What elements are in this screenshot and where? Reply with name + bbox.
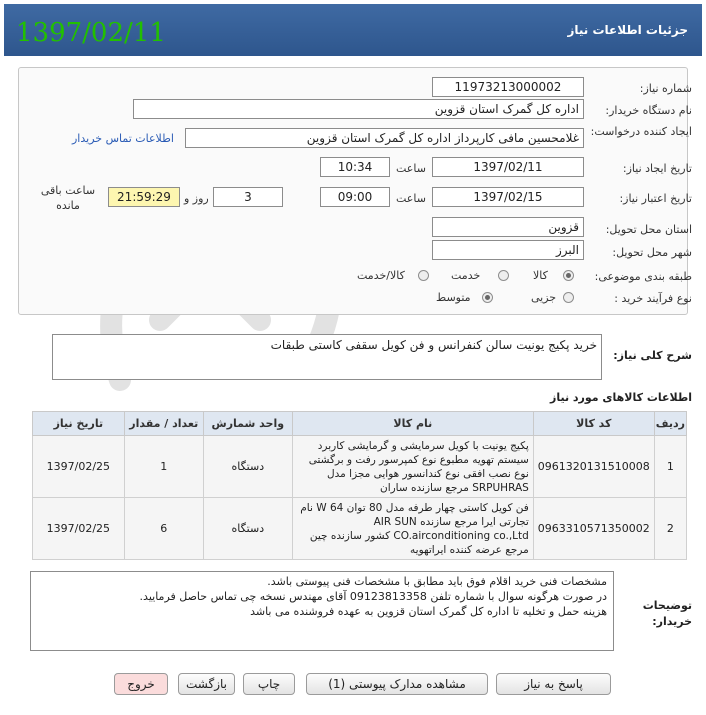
cell-code: 0961320131510008 — [533, 436, 654, 498]
col-row: ردیف — [654, 412, 686, 436]
province-label: استان محل تحویل: — [605, 223, 692, 236]
process-label: نوع فرآیند خرید : — [614, 292, 692, 305]
process-radio-minor[interactable] — [563, 292, 574, 303]
days-remaining-field: 3 — [213, 187, 283, 207]
buyer-org-field[interactable]: اداره کل گمرک استان قزوین — [133, 99, 584, 119]
notes-field[interactable] — [30, 571, 614, 651]
valid-time-field[interactable]: 09:00 — [320, 187, 390, 207]
cell-name: فن کویل کاستی چهار طرفه مدل 80 توان 64 W نام تجارتی ایرا مرجع سازنده AIR SUN CO.airconditioning co.,Ltd کشور سازنده چین مرجع عرضه کننده ایراتهویه — [292, 498, 533, 560]
items-table — [32, 411, 687, 560]
cell-row: 1 — [654, 436, 686, 498]
notes-label: توضیحات خریدار: — [642, 599, 692, 628]
creator-field[interactable]: غلامحسین مافی کارپرداز اداره کل گمرک استان قزوین — [185, 128, 584, 148]
category-label: طبقه بندی موضوعی: — [594, 270, 692, 283]
page-header — [4, 4, 702, 56]
col-qty: تعداد / مقدار — [124, 412, 203, 436]
cell-unit: دستگاه — [203, 436, 292, 498]
announce-time-label: ساعت — [396, 162, 426, 175]
category-option-goods: کالا — [533, 269, 548, 282]
notes-line: مشخصات فنی خرید اقلام فوق باید مطابق با مشخصات فنی پیوستی باشد. — [267, 575, 607, 588]
days-label: روز و — [184, 192, 209, 205]
valid-time-label: ساعت — [396, 192, 426, 205]
cell-unit: دستگاه — [203, 498, 292, 560]
city-field[interactable]: البرز — [432, 240, 584, 260]
process-option-minor: جزیی — [531, 291, 557, 304]
process-radio-medium[interactable] — [482, 292, 493, 303]
category-option-goods-service: کالا/خدمت — [357, 269, 405, 282]
cell-qty: 6 — [124, 498, 203, 560]
remaining-time-field: 21:59:29 — [108, 187, 180, 207]
city-label: شهر محل تحویل: — [612, 246, 692, 259]
category-radio-goods[interactable] — [563, 270, 574, 281]
buyer-org-label: نام دستگاه خریدار: — [605, 104, 692, 117]
summary-field[interactable]: خرید پکیج یونیت سالن کنفرانس و فن کویل سقفی کاستی طبقات — [52, 334, 602, 380]
col-date: تاریخ نیاز — [33, 412, 125, 436]
header-date: 1397/02/11 — [16, 18, 166, 48]
page-title: جزئیات اطلاعات نیاز — [567, 23, 688, 37]
need-number-field[interactable]: 1197321300000​2 — [432, 77, 584, 97]
col-unit: واحد شمارش — [203, 412, 292, 436]
buyer-contact-link[interactable]: اطلاعات تماس خریدار — [72, 132, 174, 145]
cell-date: 1397/02/25 — [33, 436, 125, 498]
col-name: نام کالا — [292, 412, 533, 436]
cell-date: 1397/02/25 — [33, 498, 125, 560]
announce-time-field[interactable]: 10:34 — [320, 157, 390, 177]
table-row — [33, 498, 687, 560]
table-row — [33, 436, 687, 498]
notes-line: در صورت هرگونه سوال با شماره تلفن 09123813358 آقای مهندس نسخه چی تماس حاصل فرمایید. — [139, 590, 607, 603]
category-radio-service[interactable] — [498, 270, 509, 281]
announce-date-label: تاریخ ایجاد نیاز: — [622, 162, 692, 175]
category-radio-goods-service[interactable] — [418, 270, 429, 281]
valid-date-label: تاریخ اعتبار نیاز: — [619, 192, 692, 205]
exit-button[interactable]: خروج — [114, 673, 168, 695]
col-code: کد کالا — [533, 412, 654, 436]
cell-qty: 1 — [124, 436, 203, 498]
process-option-medium: متوسط — [436, 291, 471, 304]
need-number-label: شماره نیاز: — [639, 82, 692, 95]
items-section-title: اطلاعات کالاهای مورد نیاز — [550, 391, 692, 404]
creator-label: ایجاد کننده درخواست: — [590, 125, 692, 138]
summary-label: شرح کلی نیاز: — [613, 349, 692, 362]
print-button[interactable]: چاپ — [243, 673, 295, 695]
announce-date-field[interactable]: 1397/02/11 — [432, 157, 584, 177]
remaining-time-label: ساعت باقی مانده — [40, 184, 96, 212]
back-button[interactable]: بازگشت — [178, 673, 235, 695]
reply-button[interactable]: پاسخ به نیاز — [496, 673, 611, 695]
cell-code: 0963310571350002 — [533, 498, 654, 560]
cell-name: پکیج یونیت با کویل سرمایشی و گرمایشی کاربرد سیستم تهویه مطبوع نوع کمپرسور رفت و برگشتی نوع نصب افقی نوع کندانسور هوایی مجزا مدل SRPUHRAS مرجع سازنده ساران — [292, 436, 533, 498]
view-attachments-button[interactable]: مشاهده مدارک پیوستی (1) — [306, 673, 488, 695]
valid-date-field[interactable]: 1397/02/15 — [432, 187, 584, 207]
cell-row: 2 — [654, 498, 686, 560]
notes-line: هزینه حمل و تخلیه تا اداره کل گمرک استان قزوین به عهده فروشنده می باشد — [250, 605, 607, 618]
province-field[interactable]: قزوین — [432, 217, 584, 237]
category-option-service: خدمت — [451, 269, 481, 282]
